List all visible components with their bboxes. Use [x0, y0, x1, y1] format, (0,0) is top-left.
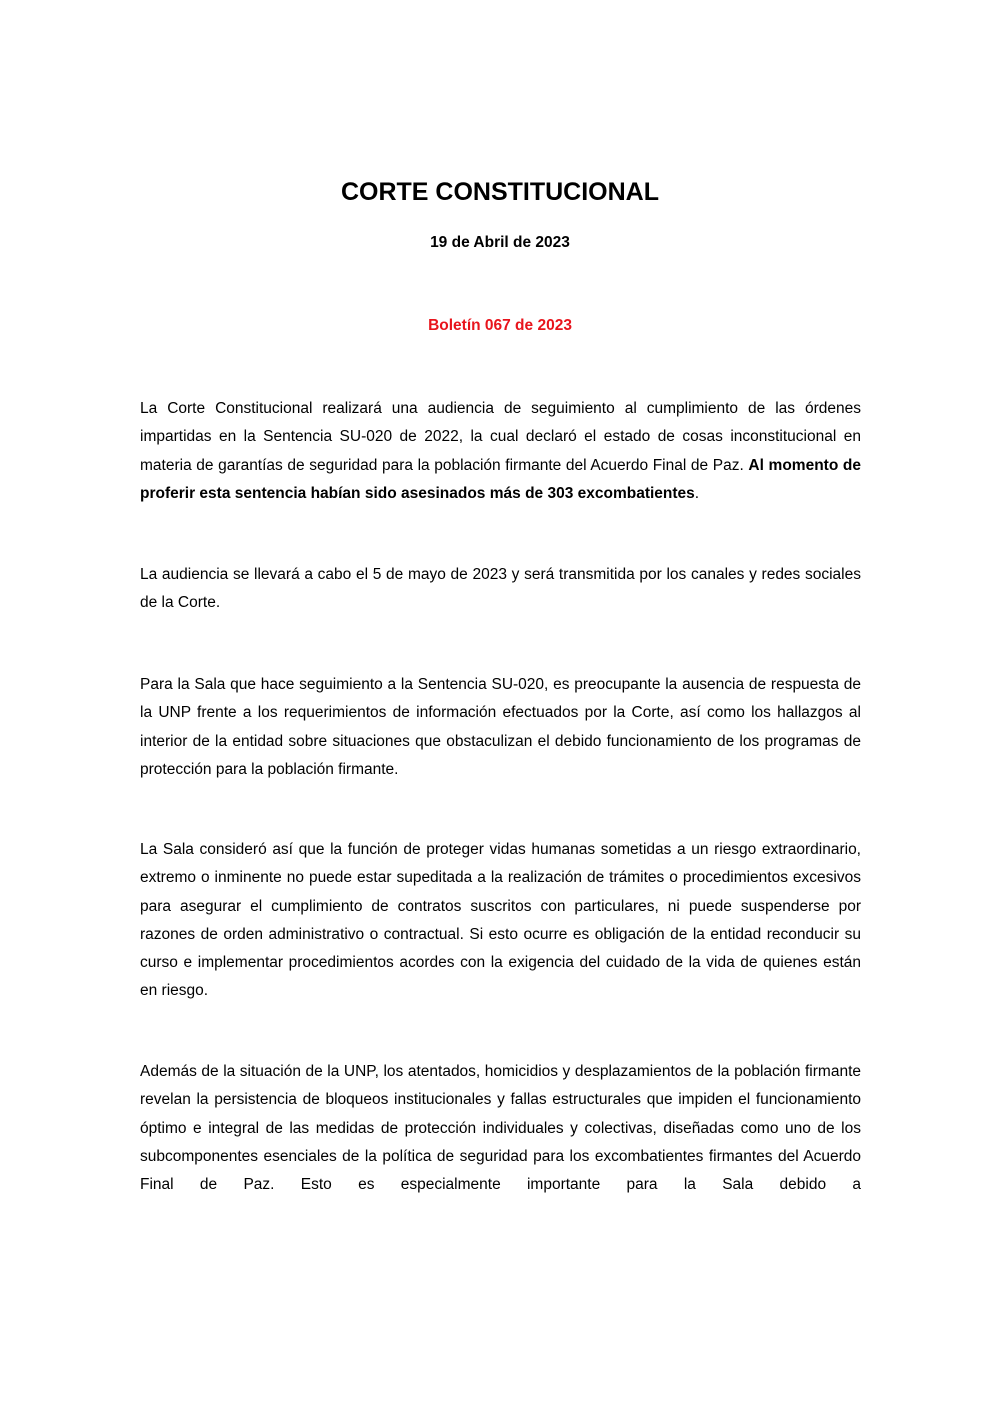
highlighted-statement: Al momento de proferir esta sentencia habían sido asesinados más de 303 excombatientes — [140, 456, 862, 502]
paragraph-hearing-announcement — [140, 395, 861, 508]
paragraph-structural-failures: Además de la situación de la UNP, los atentados, homicidios y desplazamientos de la población firmante revelan la persistencia de bloqueos institucionales y fallas estructurales que impiden el funcionamiento óptimo e integral de las medidas de protección individuales y colectivas, diseñadas como uno de los subcomponentes esenciales de la política de seguridad para los excombatientes firmantes del Acuerdo Final de Paz. Esto es especialmente importante para la Sala debido a — [140, 1063, 861, 1194]
paragraph-hearing-date: La audiencia se llevará a cabo el 5 de mayo de 2023 y será transmitida por los canales y redes sociales de la Corte. — [140, 566, 861, 612]
paragraph-unp-concern: Para la Sala que hace seguimiento a la Sentencia SU-020, es preocupante la ausencia de respuesta de la UNP frente a los requerimientos de información efectuados por la Corte, así como los hallazgos al interior de la entidad sobre situaciones que obstaculizan el debido funcionamiento de los programas de protección para la población firmante. — [140, 676, 861, 778]
bulletin-number: Boletín 067 de 2023 — [428, 317, 572, 334]
paragraph-end: . — [694, 484, 700, 502]
document-title: CORTE CONSTITUCIONAL — [340, 178, 660, 206]
paragraph-text: La Corte Constitucional realizará una audiencia de seguimiento al cumplimiento de las órdenes impartidas en la Sentencia SU-020 de 2022, la cual declaró el estado de cosas inconstitucional en materia de garantías de seguridad para la población firmante del Acuerdo Final de Paz. — [140, 400, 861, 474]
document-date: 19 de Abril de 2023 — [430, 234, 570, 251]
paragraph-protection-function: La Sala consideró así que la función de proteger vidas humanas sometidas a un riesgo extraordinario, extremo o inminente no puede estar supeditada a la realización de trámites o procedimientos excesivos para asegurar el cumplimiento de contratos suscritos con particulares, ni puede suspenderse por razones de orden administrativo o contractual. Si esto ocurre es obligación de la entidad reconducir su curso e implementar procedimientos acordes con la exigencia del cuidado de la vida de quienes están en riesgo. — [140, 841, 861, 1000]
